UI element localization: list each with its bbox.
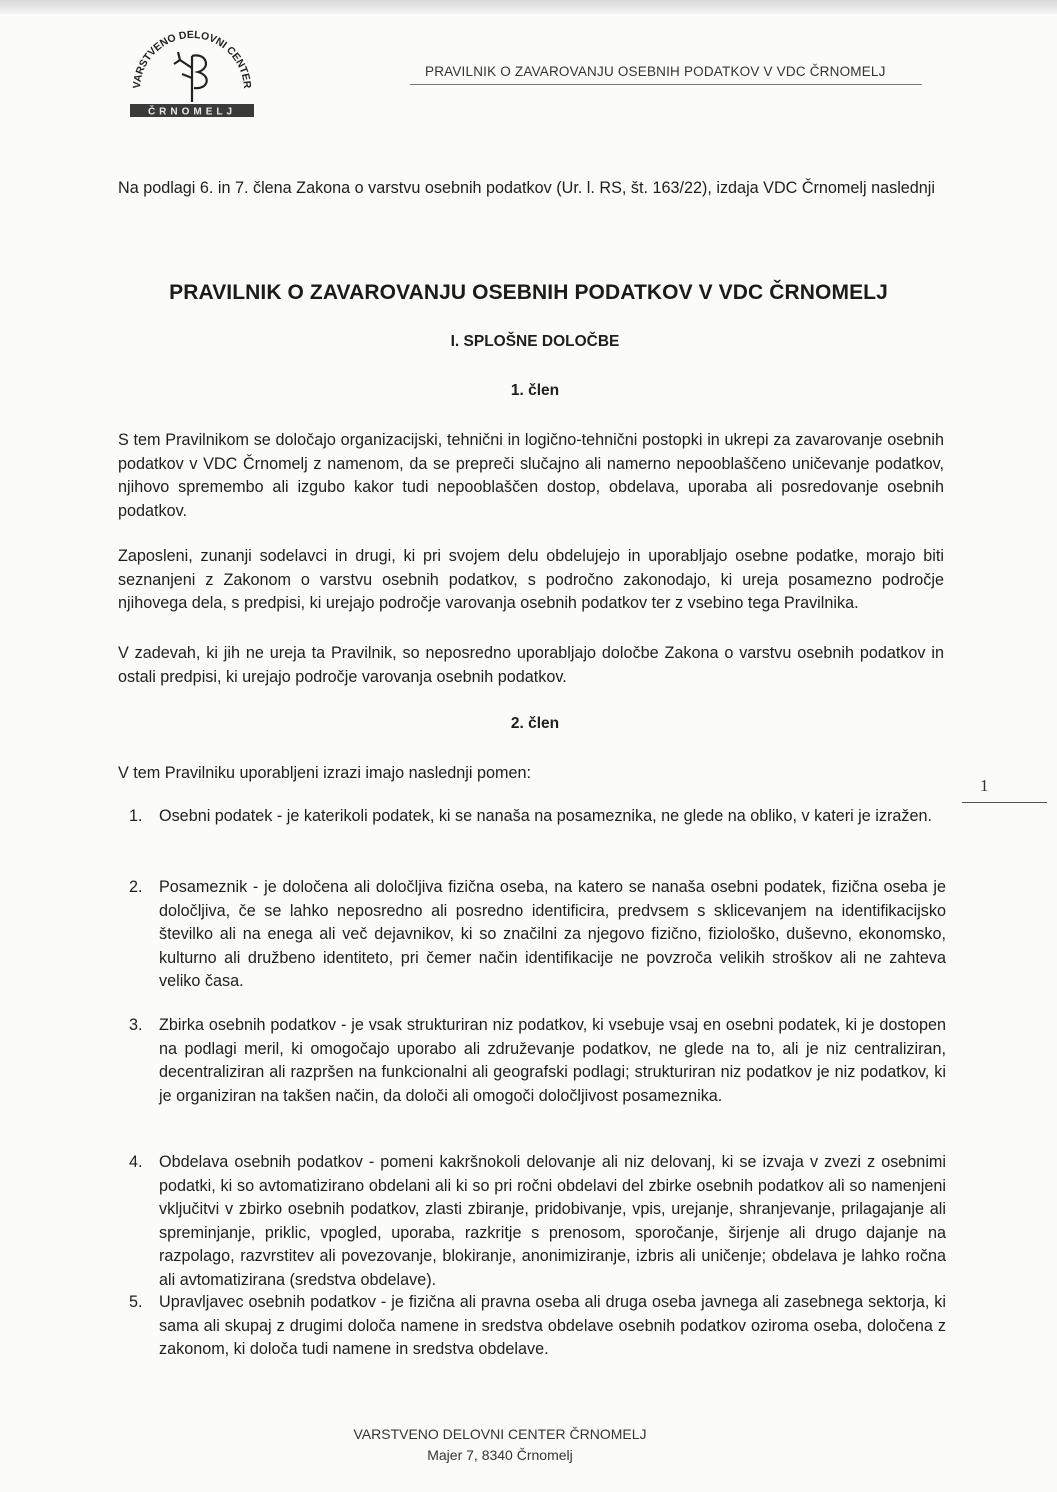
header-title: PRAVILNIK O ZAVAROVANJU OSEBNIH PODATKOV V VDC ČRNOMELJ — [425, 64, 886, 79]
vdc-logo — [128, 16, 256, 118]
footer-organization: VARSTVENO DELOVNI CENTER ČRNOMELJ — [353, 1426, 647, 1442]
logo-arc-text: VARSTVENO DELOVNI CENTER — [130, 28, 254, 90]
article-1-paragraph-2: Zaposleni, zunanji sodelavci in drugi, ki pri svojem delu obdelujejo in uporabljajo osebne podatke, morajo biti seznanjeni z Zakonom o varstvu osebnih podatkov, s področno zakonodajo, ki ureja posamezno področje njihovega dela, s predpisi, ki urejajo področje varovanja osebnih podatkov ter z vsebino tega Pravilnika. — [118, 547, 944, 612]
definition-text: Osebni podatek - je katerikoli podatek, ki se nanaša na posameznika, ne glede na obliko, v kateri je izražen. — [159, 807, 932, 825]
definition-number: 2. — [129, 878, 143, 896]
article-1-heading: 1. člen — [510, 382, 560, 399]
definition-text: Obdelava osebnih podatkov - pomeni kakršnokoli delovanje ali niz delovanj, ki se izvaja v zvezi z osebnimi podatki, ki so avtomatizirano obdelani ali ki so pri ročni obdelavi del zbirke osebnih podatkov ali so namenjeni vključitvi v zbirko osebnih podatkov, zlasti zbiranje, pridobivanje, vpis, urejanje, shranjevanje, prilagajanje ali spreminjanje, priklic, vpogled, uporaba, razkritje s prenosom, sporočanje, širjenje ali drugo dajanje na razpolago, razvrstitev ali povezovanje, blokiranje, anonimiziranje, izbris ali uničenje; obdelava je lahko ročna ali avtomatizirana (sredstva obdelave). — [159, 1153, 946, 1289]
definition-number: 3. — [129, 1016, 143, 1034]
footer-address: Majer 7, 8340 Črnomelj — [427, 1447, 573, 1463]
definition-text: Zbirka osebnih podatkov - je vsak strukturiran niz podatkov, ki vsebuje vsaj en osebni podatek, ki je dostopen na podlagi meril, ki omogočajo uporabo ali združevanje podatkov, ne glede na to, ali je niz centraliziran, decentraliziran ali razpršen na funkcionalni ali geografski podlagi; strukturiran niz podatkov je niz podatkov, ki je organiziran na takšen način, da določi ali omogoči določljivost posameznika. — [159, 1016, 946, 1105]
header-divider — [410, 84, 922, 85]
page-number-rule — [962, 802, 1047, 803]
article-2-heading: 2. člen — [510, 715, 560, 732]
scan-edge — [0, 0, 1057, 14]
article-1-paragraph-3: V zadevah, ki jih ne ureja ta Pravilnik, so neposredno uporabljajo določbe Zakona o varstvu osebnih podatkov in ostali predpisi, ki urejajo področje varovanja osebnih podatkov. — [118, 644, 944, 686]
definition-text: Posameznik - je določena ali določljiva fizična oseba, na katero se nanaša osebni podatek, fizična oseba je določljiva, če se lahko neposredno ali posredno identificira, predvsem s sklicevanjem na identifikacijsko številko ali na enega ali več dejavnikov, ki so značilni za njegovo fizično, fiziološko, duševno, ekonomsko, kulturno ali družbeno identiteto, pri čemer način identifikacije ne povzroča velikih stroškov ali ne zahteva veliko časa. — [159, 878, 946, 990]
page-number: 1 — [980, 776, 989, 795]
intro-paragraph: Na podlagi 6. in 7. člena Zakona o varstvu osebnih podatkov (Ur. l. RS, št. 163/22), izdaja VDC Črnomelj naslednji — [118, 179, 935, 197]
definition-number: 5. — [129, 1293, 143, 1311]
article-2-intro: V tem Pravilniku uporabljeni izrazi imajo naslednji pomen: — [118, 764, 531, 782]
definition-number: 1. — [129, 807, 143, 825]
logo-bottom-text: ČRNOMELJ — [147, 106, 237, 118]
definition-number: 4. — [129, 1153, 143, 1171]
document-title: PRAVILNIK O ZAVAROVANJU OSEBNIH PODATKOV V VDC ČRNOMELJ — [169, 281, 888, 304]
definition-text: Upravljavec osebnih podatkov - je fizična ali pravna oseba ali druga oseba javnega ali zasebnega sektorja, ki sama ali skupaj z drugimi določa namene in sredstva obdelave osebnih podatkov oziroma oseba, določena z zakonom, ki določa tudi namene in sredstva obdelave. — [159, 1293, 946, 1358]
section-heading: I. SPLOŠNE DOLOČBE — [450, 333, 620, 350]
article-1-paragraph-1: S tem Pravilnikom se določajo organizacijski, tehnični in logično-tehnični postopki in ukrepi za zavarovanje osebnih podatkov v VDC Črnomelj z namenom, da se prepreči slučajno ali namerno nepooblaščeno uničevanje podatkov, njihovo spremembo ali izgubo kakor tudi nepooblaščen dostop, obdelava, uporaba ali posredovanje osebnih podatkov. — [118, 431, 944, 520]
